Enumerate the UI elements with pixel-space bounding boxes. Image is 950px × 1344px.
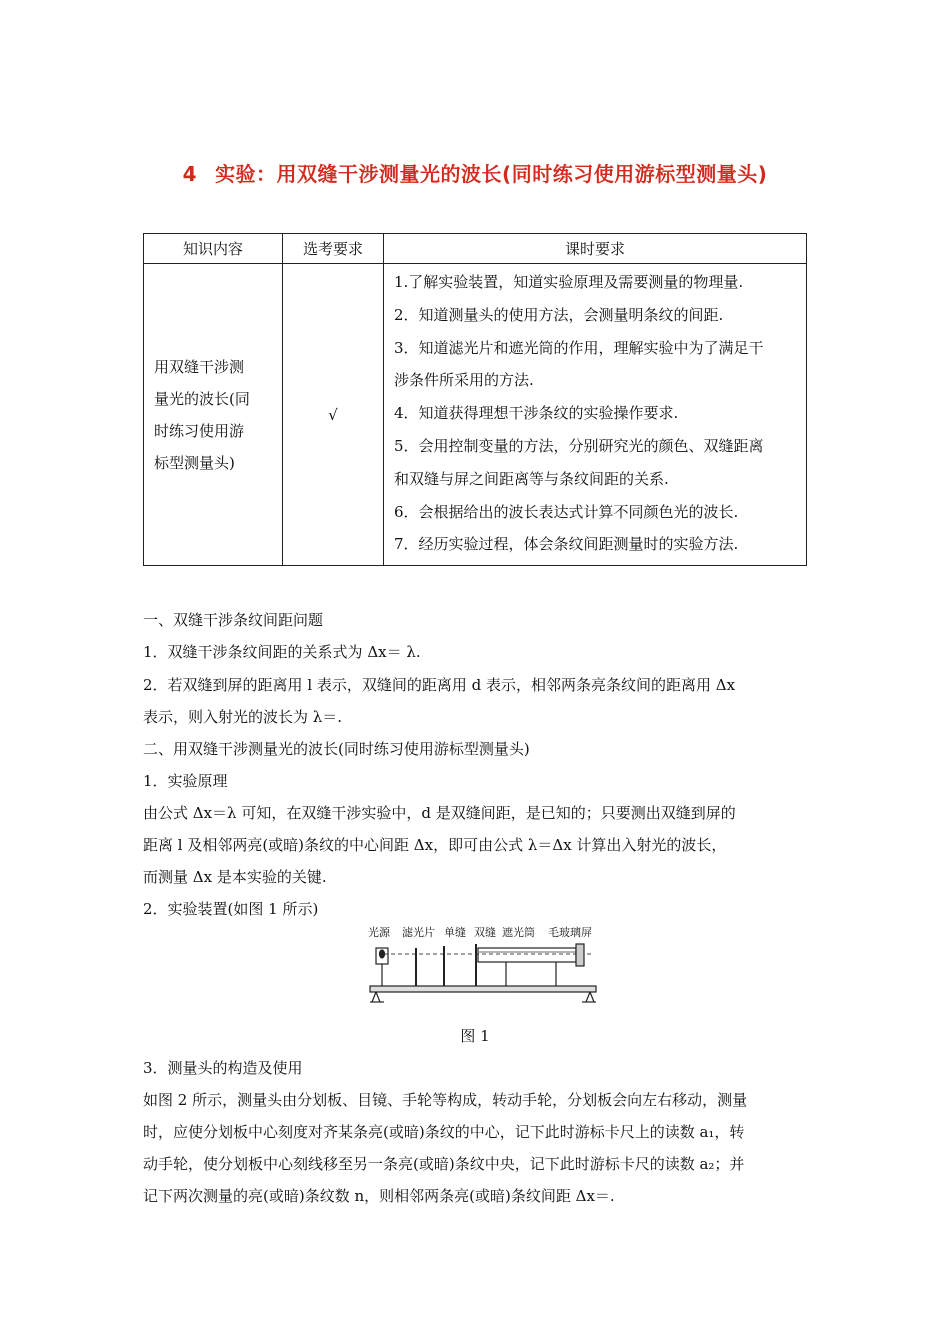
paragraph-line: 由公式 Δx＝λ 可知，在双缝干涉实验中，d 是双缝间距，是已知的；只要测出双缝到屏的	[143, 804, 736, 822]
section-heading: 二、用双缝干涉测量光的波长(同时练习使用游标型测量头)	[143, 740, 530, 758]
subheading: 2．实验装置(如图 1 所示)	[143, 900, 319, 918]
label-tube: 遮光筒	[502, 926, 535, 939]
topic-line: 量光的波长(同	[154, 389, 250, 408]
requirement-line: 6．会根据给出的波长表达式计算不同颜色光的波长.	[394, 502, 739, 521]
paragraph-line: 2．若双缝到屏的距离用 l 表示，双缝间的距离用 d 表示，相邻两条亮条纹间的距离用 Δx	[143, 676, 736, 694]
shading-tube-icon	[478, 944, 584, 986]
subheading: 1．实验原理	[143, 772, 228, 790]
paragraph-line: 如图 2 所示，测量头由分划板、目镜、手轮等构成，转动手轮，分划板会向左右移动，测量	[143, 1091, 748, 1109]
topic-line: 时练习使用游	[154, 421, 245, 440]
label-screen: 毛玻璃屏	[548, 926, 592, 939]
label-single-slit: 单缝	[444, 926, 466, 939]
requirements-table	[143, 233, 807, 566]
requirements-cell	[384, 264, 807, 566]
requirement-line: 5．会用控制变量的方法，分别研究光的颜色、双缝距离	[394, 436, 764, 455]
paragraph-line: 1．双缝干涉条纹间距的关系式为 Δx＝ λ.	[143, 643, 421, 661]
table-header-row	[144, 234, 807, 264]
requirement-line: 涉条件所采用的方法.	[394, 371, 534, 390]
requirement-line: 2．知道测量头的使用方法，会测量明条纹的间距.	[394, 305, 724, 324]
paragraph-line: 表示，则入射光的波长为 λ＝.	[143, 708, 343, 726]
section-heading: 一、双缝干涉条纹间距问题	[143, 611, 324, 629]
section-number: 4	[182, 162, 198, 186]
header-lesson: 课时要求	[384, 234, 807, 264]
requirement-line: 和双缝与屏之间距离等与条纹间距的关系.	[394, 469, 669, 488]
header-exam: 选考要求	[283, 234, 384, 264]
paragraph-line: 记下两次测量的亮(或暗)条纹数 n，则相邻两条亮(或暗)条纹间距 Δx＝.	[143, 1187, 615, 1205]
page-title	[0, 158, 950, 187]
label-filter: 滤光片	[402, 926, 435, 939]
figure-caption: 图 1	[460, 1027, 490, 1045]
title-text: 实验：用双缝干涉测量光的波长(同时练习使用游标型测量头)	[215, 162, 768, 186]
paragraph-line: 动手轮，使分划板中心刻线移至另一条亮(或暗)条纹中央，记下此时游标卡尺的读数 a₂；并	[143, 1155, 745, 1173]
topic-cell	[144, 264, 283, 566]
check-mark: √	[283, 264, 384, 566]
paragraph-line: 距离 l 及相邻两亮(或暗)条纹的中心间距 Δx，即可由公式 λ＝Δx 计算出入射光的波长，	[143, 836, 727, 854]
table-row	[144, 264, 807, 566]
subheading: 3．测量头的构造及使用	[143, 1059, 303, 1077]
optical-bench	[370, 986, 596, 1002]
paragraph-line: 时，应使分划板中心刻度对齐某条亮(或暗)条纹的中心，记下此时游标卡尺上的读数 a₁，转	[143, 1123, 745, 1141]
requirement-line: 1.了解实验装置，知道实验原理及需要测量的物理量.	[394, 273, 744, 291]
header-knowledge: 知识内容	[144, 234, 283, 264]
apparatus-figure	[366, 922, 602, 1006]
topic-line: 标型测量头)	[154, 453, 235, 472]
requirement-line: 3．知道滤光片和遮光筒的作用，理解实验中为了满足干	[394, 338, 764, 357]
topic-line: 用双缝干涉测	[154, 357, 245, 376]
label-light-source: 光源	[368, 926, 390, 939]
requirement-line: 4．知道获得理想干涉条纹的实验操作要求.	[394, 404, 679, 423]
paragraph-line: 而测量 Δx 是本实验的关键.	[143, 868, 327, 886]
label-double-slit: 双缝	[474, 926, 496, 939]
requirement-line: 7．经历实验过程，体会条纹间距测量时的实验方法.	[394, 535, 739, 554]
